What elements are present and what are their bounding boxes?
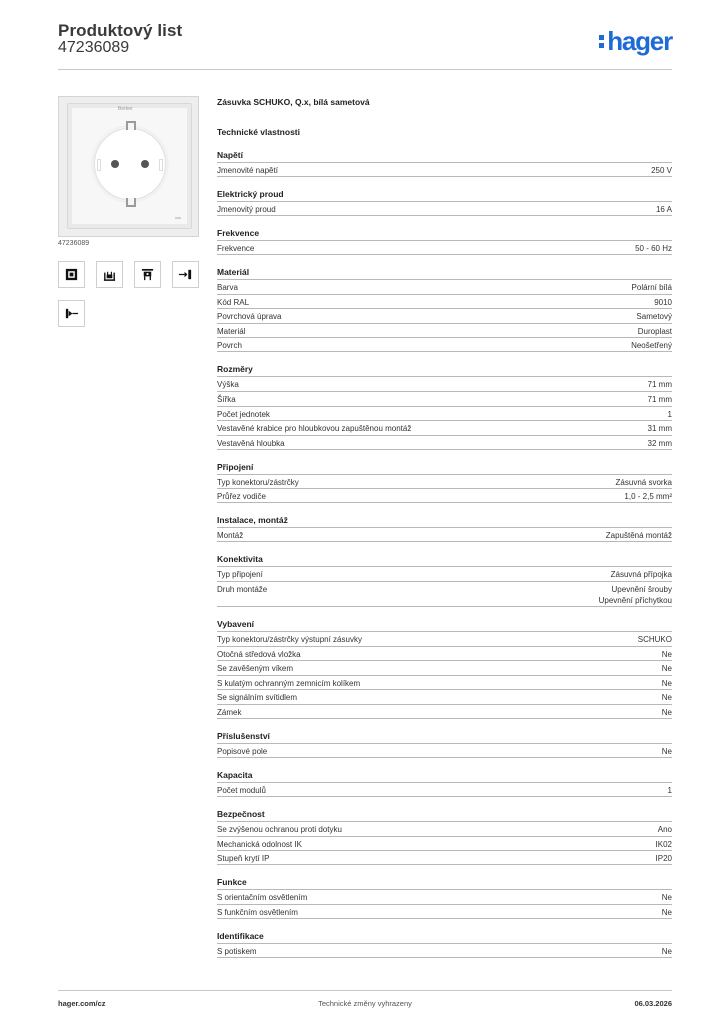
page-header (58, 20, 672, 70)
spec-label: Povrch (217, 341, 242, 351)
spec-row (217, 743, 672, 758)
pin-hole-left (111, 160, 119, 168)
spec-row (217, 337, 672, 352)
spec-group-title: Elektrický proud (217, 189, 284, 199)
spec-group-rows (217, 474, 672, 504)
spec-group-rows (217, 889, 672, 919)
spec-value: Ne (661, 693, 672, 703)
spec-value: Ne (661, 946, 672, 956)
spec-row (217, 527, 672, 542)
product-details (217, 97, 672, 958)
spec-label: Povrchová úprava (217, 312, 282, 322)
spec-value: Ano (657, 824, 672, 834)
spec-value: 50 - 60 Hz (635, 244, 672, 253)
spec-label: Frekvence (217, 244, 255, 253)
spec-label: Se zvýšenou ochranou proti dotyku (217, 824, 342, 834)
spec-row (217, 850, 672, 865)
spec-row (217, 294, 672, 309)
spec-group-title: Vybavení (217, 618, 255, 629)
spec-value: 1,0 - 2,5 mm² (624, 492, 672, 502)
spec-row (217, 646, 672, 661)
mounting-icons (58, 261, 200, 327)
spec-row (217, 782, 672, 797)
product-media (58, 96, 200, 327)
spec-label: S potiskem (217, 946, 257, 956)
spec-value: Neošetřený (631, 341, 672, 351)
spec-value: Ne (661, 707, 672, 717)
spec-group-title: Bezpečnost (217, 808, 265, 819)
spec-group-rows (217, 743, 672, 758)
spec-label: Typ konektoru/zástrčky (217, 477, 299, 487)
spec-label: Popisové pole (217, 746, 268, 756)
spec-value: Duroplast (637, 326, 672, 336)
brand-mark: Berker (118, 106, 133, 112)
spec-label: Materiál (217, 326, 246, 336)
box-mount-icon (96, 261, 123, 288)
spec-row (217, 836, 672, 851)
pin-hole-right (141, 160, 149, 168)
spec-value: Zásuvná přípojka (610, 570, 672, 580)
spec-group-title: Rozměry (217, 364, 253, 375)
earth-clip-top (126, 121, 136, 130)
spec-value: SCHUKO (637, 634, 672, 644)
spec-row (217, 660, 672, 675)
spec-row (217, 376, 672, 391)
spec-group-rows (217, 240, 672, 255)
spec-row (217, 240, 672, 255)
spec-group-rows (217, 201, 672, 216)
spec-label: Výška (217, 380, 239, 390)
spec-value: 250 V (651, 166, 672, 175)
spec-row (217, 323, 672, 338)
spec-label: Montáž (217, 531, 244, 541)
spec-row (217, 406, 672, 421)
spec-group-rows (217, 943, 672, 958)
spec-group-rows (217, 782, 672, 797)
spec-value: 1 (667, 409, 672, 419)
spec-row (217, 704, 672, 719)
image-caption: 47236089 (58, 240, 90, 247)
spec-label: Zámek (217, 707, 242, 717)
flush-mount-icon (58, 261, 85, 288)
page-title: Produktový list (58, 21, 183, 40)
spec-value: Zapuštěná montáž (605, 531, 672, 541)
spec-row (217, 889, 672, 904)
tech-section-title: Technické vlastnosti (217, 127, 300, 137)
spec-value: 1 (667, 785, 672, 795)
spec-group-title: Instalace, montáž (217, 515, 288, 526)
spec-group-rows (217, 376, 672, 449)
spec-row (217, 689, 672, 704)
footer-website[interactable]: hager.com/cz (58, 999, 106, 1008)
spec-group-rows (217, 631, 672, 719)
spec-row (217, 279, 672, 294)
logo-text: hager (607, 26, 672, 56)
plug-in-terminal-icon (172, 261, 199, 288)
spec-value: Zásuvná svorka (615, 477, 672, 487)
page-footer (58, 990, 672, 1010)
socket-insert (94, 128, 166, 200)
spec-group-title: Kapacita (217, 769, 253, 780)
spec-group-title: Frekvence (217, 228, 260, 238)
spec-group-title: Identifikace (217, 930, 264, 941)
spec-value: 32 mm (647, 438, 672, 448)
spec-value: Ne (661, 746, 672, 756)
spec-value: 71 mm (647, 380, 672, 390)
spec-value: Ne (661, 907, 672, 917)
spec-group-rows (217, 527, 672, 542)
earth-clip-bottom (126, 198, 136, 207)
spec-value: Upevnění šrouby Upevnění příchytkou (598, 584, 672, 605)
product-name: Zásuvka SCHUKO, Q.x, bílá sametová (217, 97, 370, 107)
spec-row (217, 308, 672, 323)
spec-value: Ne (661, 664, 672, 674)
frame-mount-icon (134, 261, 161, 288)
spec-value: Sametový (636, 312, 672, 322)
spec-row (217, 631, 672, 646)
spec-row (217, 566, 672, 581)
spec-row (217, 435, 672, 450)
spec-label: S orientačním osvětlením (217, 893, 308, 903)
spec-value: Polární bílá (631, 283, 672, 292)
spec-label: S funkčním osvětlením (217, 907, 298, 917)
footer-note: Technické změny vyhrazeny (318, 999, 412, 1008)
spec-label: Druh montáže (217, 584, 268, 594)
spec-row (217, 420, 672, 435)
spec-row (217, 474, 672, 489)
spec-value: Ne (661, 893, 672, 903)
spec-label: Stupeň krytí IP (217, 854, 270, 864)
spec-label: Se signálním svítidlem (217, 693, 298, 703)
spec-value: 71 mm (647, 394, 672, 404)
spec-label: Otočná středová vložka (217, 649, 301, 659)
spec-row (217, 675, 672, 690)
spec-label: Šířka (217, 394, 236, 404)
spec-row (217, 943, 672, 958)
spec-group-rows (217, 566, 672, 607)
spec-label: Jmenovité napětí (217, 166, 278, 175)
spec-row (217, 488, 672, 503)
spec-group-title: Materiál (217, 267, 250, 277)
spec-group-title: Konektivita (217, 554, 263, 565)
spec-label: Vestavěná hloubka (217, 438, 285, 448)
spec-group-rows (217, 279, 672, 352)
spec-label: Typ připojení (217, 570, 263, 580)
spec-row (217, 904, 672, 919)
product-image (58, 96, 199, 237)
spec-value: 16 A (655, 205, 672, 214)
spec-group-title: Funkce (217, 877, 247, 888)
plug-connector-icon (58, 300, 85, 327)
spec-group-title: Napětí (217, 150, 243, 160)
spec-label: Barva (217, 283, 238, 292)
product-number: 47236089 (58, 39, 130, 56)
spec-value: Ne (661, 678, 672, 688)
spec-label: Vestavěné krabice pro hloubkovou zapuštěnou montáž (217, 424, 412, 434)
spec-label: Jmenovitý proud (217, 205, 276, 214)
hager-logo (599, 28, 672, 54)
spec-group-rows (217, 821, 672, 865)
spec-label: S kulatým ochranným zemnicím kolíkem (217, 678, 361, 688)
spec-label: Typ konektoru/zástrčky výstupní zásuvky (217, 634, 362, 644)
spec-group-title: Příslušenství (217, 730, 270, 741)
spec-label: Průřez vodiče (217, 492, 266, 502)
logo-dots (599, 35, 604, 48)
spec-row (217, 201, 672, 216)
spec-label: Mechanická odolnost IK (217, 839, 302, 849)
spec-label: Se zavěšeným víkem (217, 664, 294, 674)
spec-value: 9010 (654, 297, 672, 307)
spec-group-rows (217, 162, 672, 177)
footer-date: 06.03.2026 (634, 999, 672, 1008)
spec-row (217, 821, 672, 836)
spec-label: Počet jednotek (217, 409, 270, 419)
spec-value: IK02 (655, 839, 672, 849)
spec-group-title: Připojení (217, 461, 254, 472)
spec-value: Ne (661, 649, 672, 659)
spec-value: 31 mm (647, 424, 672, 434)
socket-cover-plate (67, 103, 192, 229)
spec-label: Kód RAL (217, 297, 250, 307)
spec-row (217, 162, 672, 177)
spec-row (217, 581, 672, 607)
spec-label: Počet modulů (217, 785, 266, 795)
spec-groups (217, 150, 672, 958)
spec-row (217, 391, 672, 406)
spec-value: IP20 (655, 854, 672, 864)
